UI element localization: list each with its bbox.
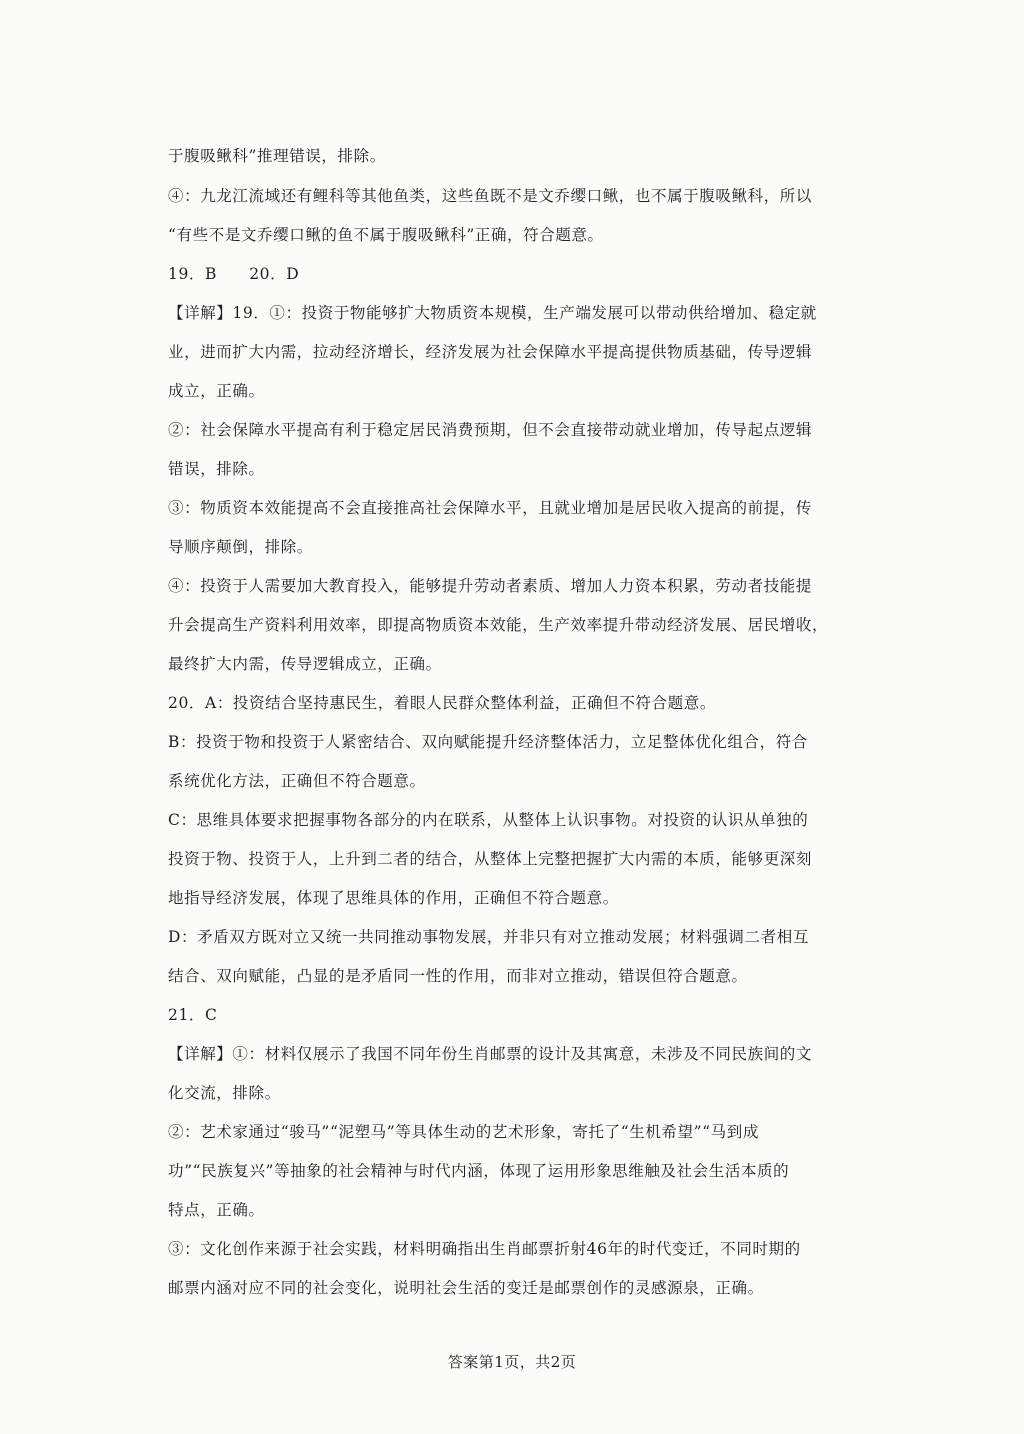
text-line: D：矛盾双方既对立又统一共同推动事物发展，并非只有对立推动发展；材料强调二者相互 (168, 928, 809, 946)
text-line: 投资于物、投资于人，上升到二者的结合，从整体上完整把握扩大内需的本质，能够更深刻 (168, 850, 813, 868)
text-line: 20．A：投资结合坚持惠民生，着眼人民群众整体利益，正确但不符合题意。 (168, 694, 716, 712)
text-line: 功”“民族复兴”等抽象的社会精神与时代内涵，体现了运用形象思维触及社会生活本质的 (168, 1162, 790, 1180)
text-line: 化交流，排除。 (168, 1084, 281, 1102)
text-line: 业，进而扩大内需，拉动经济增长，经济发展为社会保障水平提高提供物质基础，传导逻辑 (168, 343, 813, 361)
text-line: 最终扩大内需，传导逻辑成立，正确。 (168, 655, 442, 673)
text-line: 【详解】①：材料仅展示了我国不同年份生肖邮票的设计及其寓意，未涉及不同民族间的文 (168, 1045, 813, 1063)
page-footer: 答案第1页，共2页 (447, 1353, 577, 1371)
text-line: 错误，排除。 (168, 460, 265, 478)
answer-line: 21．C (168, 1006, 218, 1024)
text-line: ③：物质资本效能提高不会直接推高社会保障水平，且就业增加是居民收入提高的前提，传 (168, 499, 813, 517)
text-line: ④：投资于人需要加大教育投入，能够提升劳动者素质、增加人力资本积累，劳动者技能提 (168, 577, 813, 595)
text-line: C：思维具体要求把握事物各部分的内在联系，从整体上认识事物。对投资的认识从单独的 (168, 811, 809, 829)
text-line: 邮票内涵对应不同的社会变化，说明社会生活的变迁是邮票创作的灵感源泉，正确。 (168, 1279, 764, 1297)
text-line: 【详解】19．①：投资于物能够扩大物质资本规模，生产端发展可以带动供给增加、稳定就 (168, 304, 817, 322)
text-line: ②：社会保障水平提高有利于稳定居民消费预期，但不会直接带动就业增加，传导起点逻辑 (168, 421, 813, 439)
text-line: 于腹吸鳅科”推理错误，排除。 (168, 147, 386, 165)
text-line: ④：九龙江流域还有鲤科等其他鱼类，这些鱼既不是文乔缨口鳅，也不属于腹吸鳅科，所以 (168, 187, 813, 205)
text-line: 结合、双向赋能，凸显的是矛盾同一性的作用，而非对立推动，错误但符合题意。 (168, 967, 748, 985)
text-line: 成立，正确。 (168, 382, 265, 400)
text-line: B：投资于物和投资于人紧密结合、双向赋能提升经济整体活力，立足整体优化组合，符合 (168, 733, 808, 751)
text-line: 升会提高生产资料利用效率，即提高物质资本效能，生产效率提升带动经济发展、居民增收， (168, 616, 829, 634)
text-line: 导顺序颠倒，排除。 (168, 538, 313, 556)
text-line: “有些不是文乔缨口鳅的鱼不属于腹吸鳅科”正确，符合题意。 (168, 226, 604, 244)
text-line: 地指导经济发展，体现了思维具体的作用，正确但不符合题意。 (168, 889, 619, 907)
text-line: ②：艺术家通过“骏马”“泥塑马”等具体生动的艺术形象，寄托了“生机希望”“马到成 (168, 1123, 759, 1141)
text-line: ③：文化创作来源于社会实践，材料明确指出生肖邮票折射46年的时代变迁，不同时期的 (168, 1240, 801, 1258)
answer-line: 19．B 20．D (168, 265, 300, 283)
text-line: 系统优化方法，正确但不符合题意。 (168, 772, 426, 790)
text-line: 特点，正确。 (168, 1201, 265, 1219)
